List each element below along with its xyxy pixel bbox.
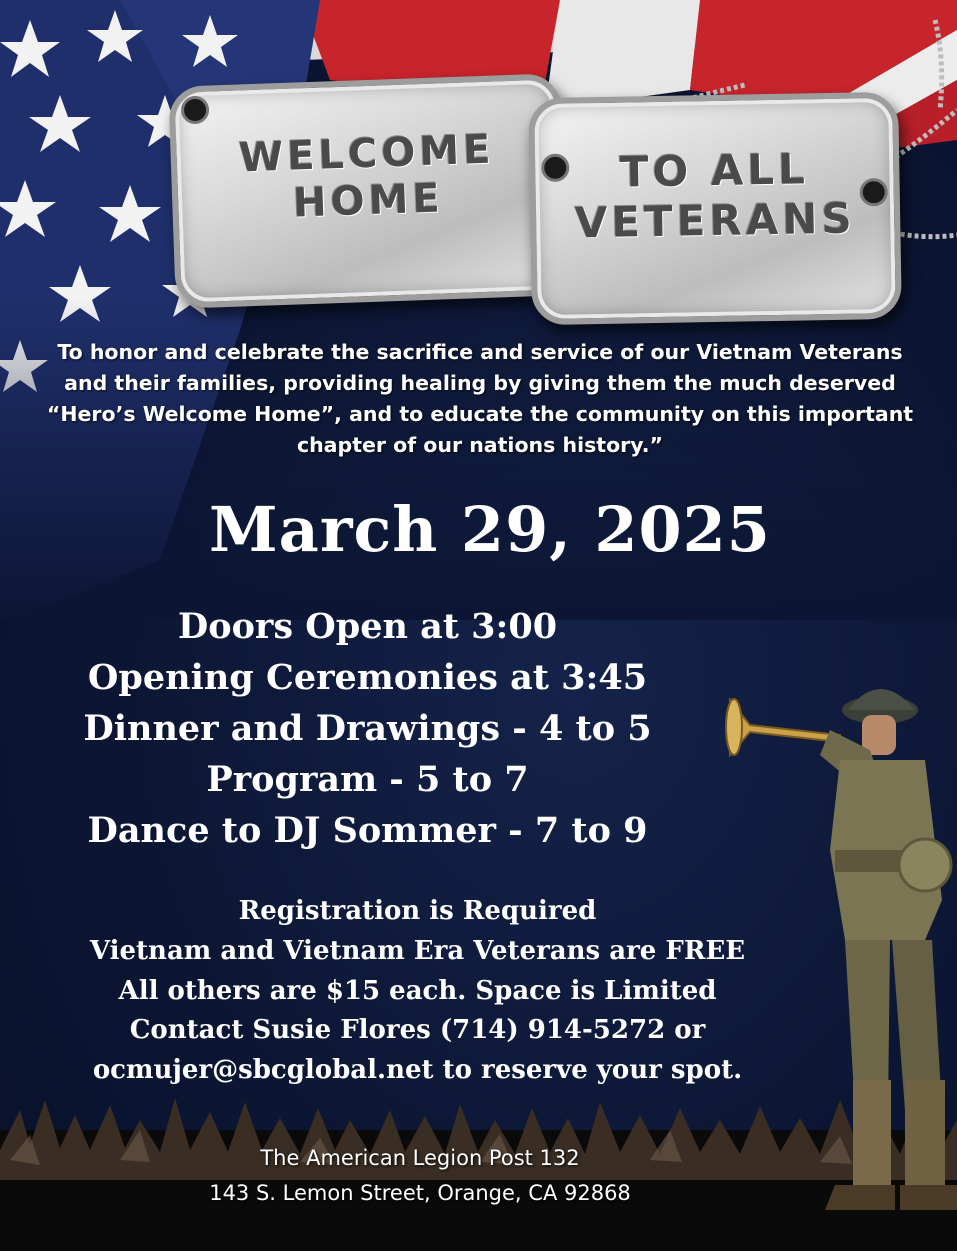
tag-veterans-text: VETERANS <box>574 193 856 247</box>
schedule-item: Dinner and Drawings - 4 to 5 <box>83 708 652 749</box>
venue-name: The American Legion Post 132 <box>260 1146 580 1170</box>
contact-line: Contact Susie Flores (714) 914-5272 or <box>129 1015 706 1045</box>
mission-line: “Hero’s Welcome Home”, and to educate the community on this important <box>46 402 914 426</box>
venue-address: 143 S. Lemon Street, Orange, CA 92868 <box>209 1181 631 1205</box>
tag-to-all-text: TO ALL <box>619 144 810 197</box>
registration-line: All others are $15 each. Space is Limited <box>118 976 717 1006</box>
dog-tag-right <box>528 92 902 325</box>
mission-line: chapter of our nations history.” <box>296 433 664 457</box>
dog-tag-right-text <box>535 143 895 248</box>
event-date: March 29, 2025 <box>209 493 771 566</box>
tag-home-text: HOME <box>292 175 445 227</box>
schedule-item: Opening Ceremonies at 3:45 <box>87 657 648 698</box>
registration-line: Registration is Required <box>238 896 597 926</box>
tag-hole-icon <box>181 96 210 125</box>
dog-tag-left <box>168 73 568 309</box>
mission-line: To honor and celebrate the sacrifice and service of our Vietnam Veterans <box>57 340 903 364</box>
mission-statement <box>40 337 920 461</box>
dog-tag-left-text <box>176 124 559 232</box>
email-line: ocmujer@sbcglobal.net to reserve your spot. <box>92 1055 743 1085</box>
schedule-item: Program - 5 to 7 <box>206 759 529 800</box>
tag-welcome-text: WELCOME <box>238 126 496 182</box>
mission-line: and their families, providing healing by giving them the much deserved <box>64 371 896 395</box>
schedule-item: Doors Open at 3:00 <box>177 606 558 647</box>
registration-line: Vietnam and Vietnam Era Veterans are FREE <box>89 936 746 966</box>
bugler-soldier-image <box>720 680 957 1220</box>
schedule-item: Dance to DJ Sommer - 7 to 9 <box>87 810 648 851</box>
